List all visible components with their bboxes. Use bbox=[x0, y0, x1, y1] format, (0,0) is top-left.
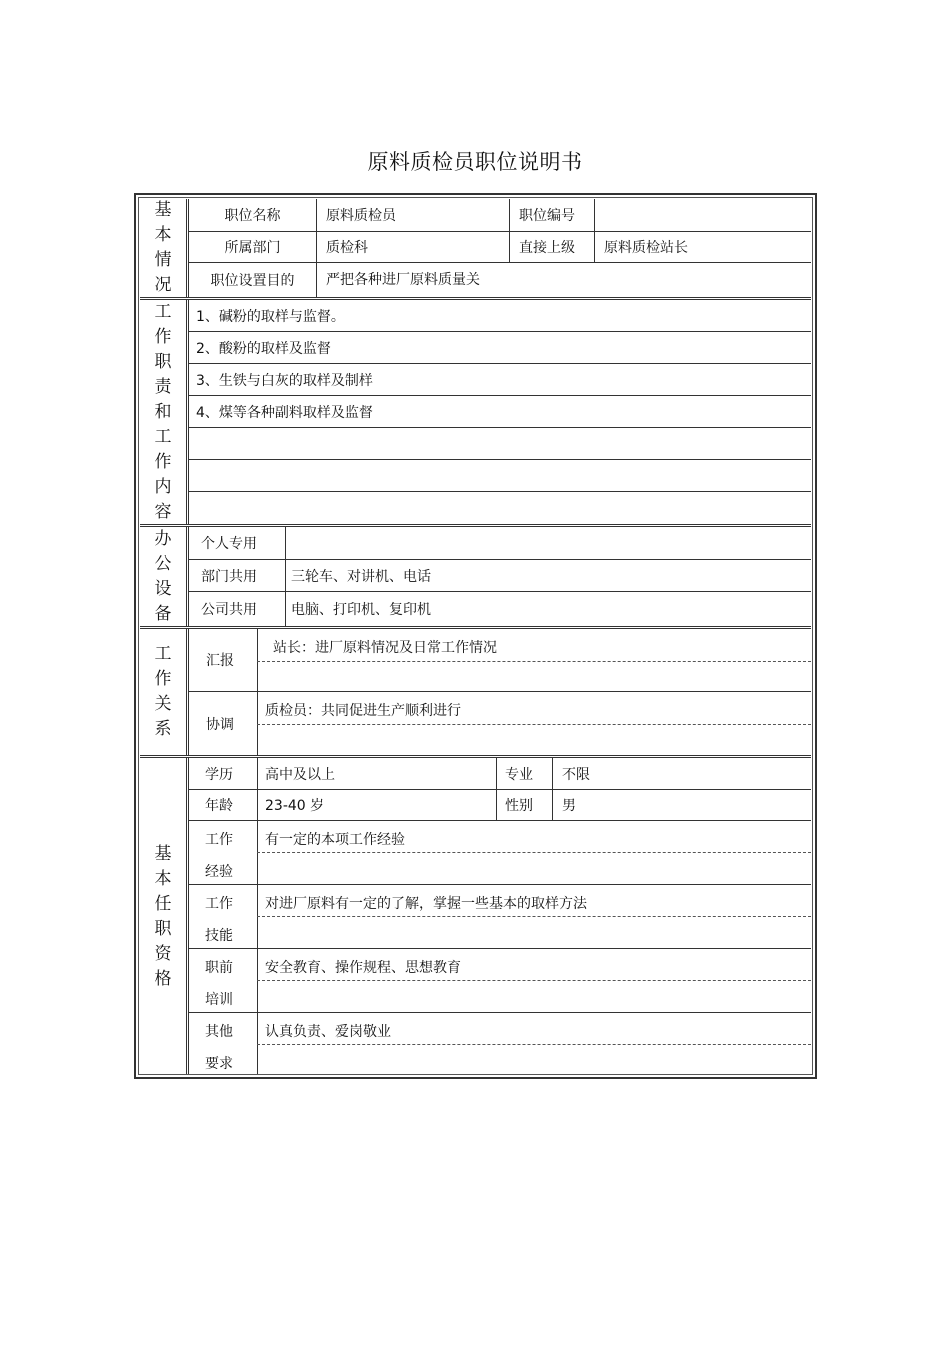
duty-row: 2、酸粉的取样及监督 bbox=[189, 332, 811, 364]
duty-row: 1、碱粉的取样与监督。 bbox=[189, 300, 811, 332]
qual-block: 职前 培训 安全教育、操作规程、思想教育 bbox=[189, 949, 811, 1013]
relations-section bbox=[140, 629, 811, 755]
duty-row bbox=[189, 428, 811, 460]
basic-row-1 bbox=[189, 199, 811, 232]
position-no-value bbox=[594, 199, 811, 231]
equipment-row: 部门共用 三轮车、对讲机、电话 bbox=[189, 560, 811, 592]
position-no-label: 职位编号 bbox=[519, 208, 575, 224]
dept-label: 所属部门 bbox=[224, 240, 281, 256]
relations-label: 工作关系 bbox=[154, 644, 172, 739]
basic-row-3 bbox=[189, 263, 811, 297]
equipment-section bbox=[140, 527, 811, 626]
qualifications-section bbox=[140, 758, 811, 1075]
report-row bbox=[189, 629, 811, 692]
qual-block: 工作 经验 有一定的本项工作经验 bbox=[189, 821, 811, 885]
basic-info-label: 基本情况 bbox=[154, 200, 172, 295]
basic-row-2 bbox=[189, 232, 811, 263]
equipment-label: 办公设备 bbox=[154, 528, 172, 624]
report-value: 站长：进厂原料情况及日常工作情况 bbox=[273, 640, 497, 656]
superior-value: 原料质检站长 bbox=[604, 240, 688, 256]
equipment-row: 个人专用 bbox=[189, 527, 811, 560]
age-row: 年龄 23-40 岁 性别 男 bbox=[189, 790, 811, 821]
purpose-value: 严把各种进厂原料质量关 bbox=[326, 272, 480, 288]
qual-block: 工作 技能 对进厂原料有一定的了解，掌握一些基本的取样方法 bbox=[189, 885, 811, 949]
duty-row bbox=[189, 460, 811, 492]
coord-label: 协调 bbox=[206, 716, 234, 733]
superior-label: 直接上级 bbox=[519, 240, 575, 256]
duties-section bbox=[140, 300, 811, 524]
equipment-row: 公司共用 电脑、打印机、复印机 bbox=[189, 592, 811, 626]
coord-row bbox=[189, 692, 811, 755]
dept-value: 质检科 bbox=[326, 240, 368, 256]
position-name-value: 原料质检员 bbox=[326, 208, 396, 224]
position-name-label: 职位名称 bbox=[224, 208, 281, 224]
report-label: 汇报 bbox=[206, 653, 234, 669]
duty-row: 3、生铁与白灰的取样及制样 bbox=[189, 364, 811, 396]
page-title: 原料质检员职位说明书 bbox=[367, 150, 583, 174]
duty-row bbox=[189, 492, 811, 524]
coord-value: 质检员：共同促进生产顺利进行 bbox=[265, 703, 461, 719]
education-row: 学历 高中及以上 专业 不限 bbox=[189, 758, 811, 790]
duties-label: 工作职责和工作内容 bbox=[154, 301, 172, 522]
basic-info-section bbox=[140, 199, 811, 297]
job-description-table bbox=[134, 193, 817, 1079]
purpose-label: 职位设置目的 bbox=[210, 273, 295, 289]
qual-block: 其他 要求 认真负责、爱岗敬业 bbox=[189, 1013, 811, 1075]
duty-row: 4、煤等各种副料取样及监督 bbox=[189, 396, 811, 428]
qualifications-label: 基本任职资格 bbox=[154, 843, 172, 989]
